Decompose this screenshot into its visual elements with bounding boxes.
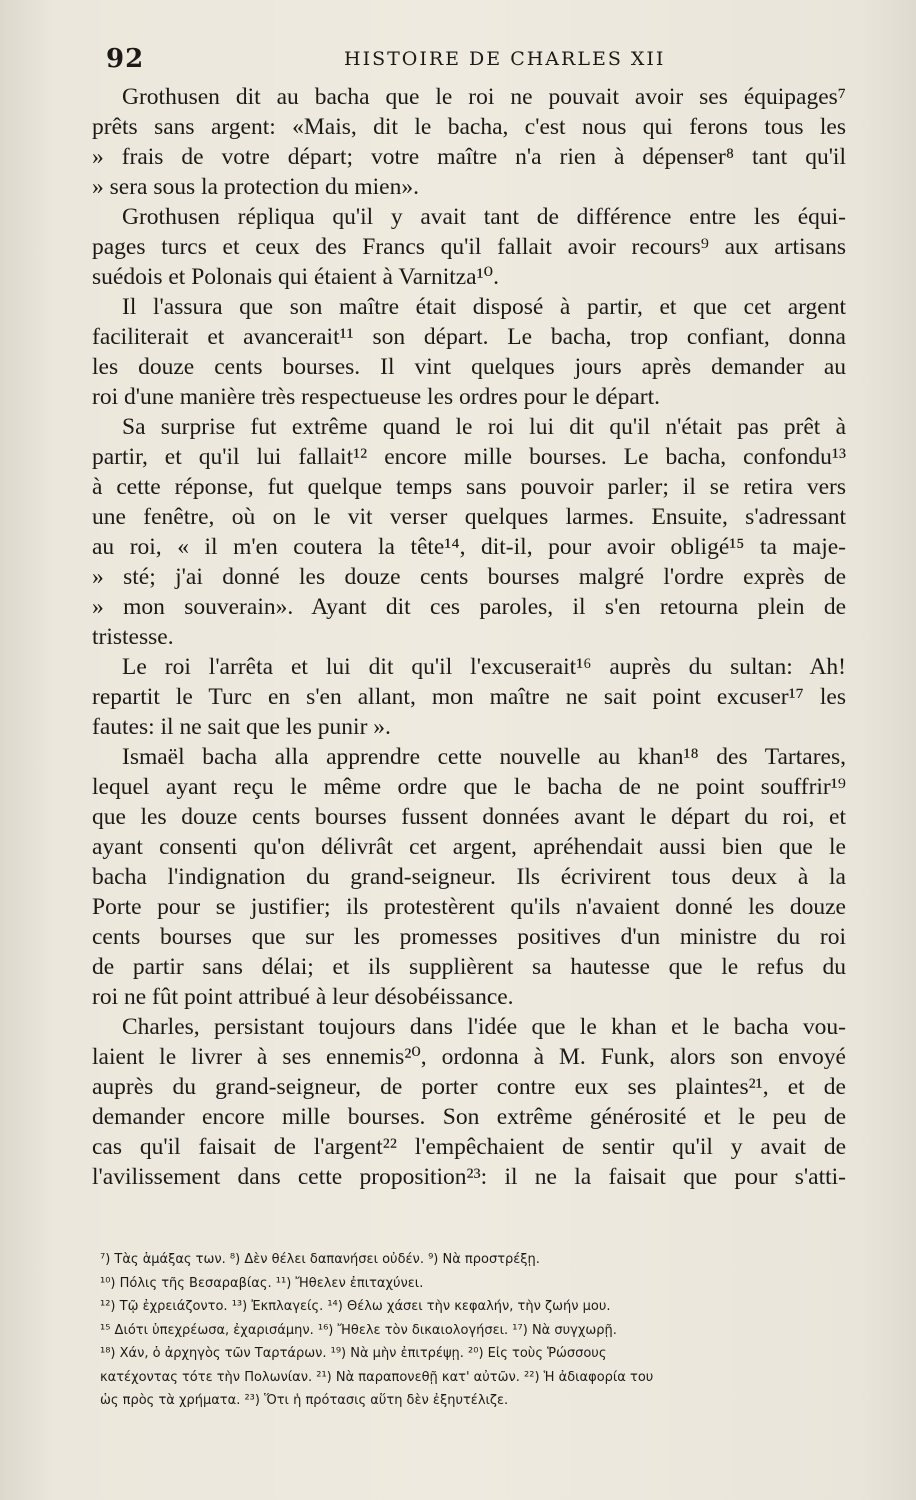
footnote-line: κατέχοντας τότε τὴν Πολωνίαν. ²¹) Νὰ παραπονεθῇ κατ' αὐτῶν. ²²) Ἡ ἀδιαφορία του <box>100 1369 654 1385</box>
text-line: » mon souverain». Ayant dit ces paroles, il s'en retourna plein de <box>92 594 846 620</box>
text-line: cas qu'il faisait de l'argent²² l'empêchaient de sentir qu'il y avait de <box>92 1134 846 1160</box>
text-line: pages turcs et ceux des Francs qu'il fallait avoir recours⁹ aux artisans <box>92 234 846 260</box>
text-line: Il l'assura que son maître était disposé à partir, et que cet argent <box>122 294 846 320</box>
text-line: que les douze cents bourses fussent données avant le départ du roi, et <box>92 804 846 830</box>
footnote-line: ¹⁸) Χάν, ὁ ἀρχηγὸς τῶν Ταρτάρων. ¹⁹) Νὰ μὴν ἐπιτρέψῃ. ²⁰) Εἰς τοὺς Ῥώσσους <box>100 1346 607 1361</box>
text-line: Porte pour se justifier; ils protestèrent qu'ils n'avaient donné les douze <box>92 894 846 920</box>
text-line: cents bourses que sur les promesses positives d'un ministre du roi <box>92 924 846 950</box>
text-line: roi d'une manière très respectueuse les ordres pour le départ. <box>92 384 661 410</box>
text-line: tristesse. <box>92 624 174 650</box>
text-line: repartit le Turc en s'en allant, mon maître ne sait point excuser¹⁷ les <box>92 684 846 710</box>
text-line: au roi, « il m'en coutera la tête¹⁴, dit-il, pour avoir obligé¹⁵ ta maje- <box>92 534 846 560</box>
text-line: auprès du grand-seigneur, de porter contre eux ses plaintes²¹, et de <box>92 1074 846 1100</box>
text-line: Sa surprise fut extrême quand le roi lui dit qu'il n'était pas prêt à <box>122 414 846 440</box>
text-line: suédois et Polonais qui étaient à Varnitza¹⁰. <box>92 264 499 290</box>
text-line: bacha l'indignation du grand-seigneur. Ils écrivirent tous deux à la <box>92 864 846 890</box>
text-line: fautes: il ne sait que les punir ». <box>92 714 391 740</box>
text-line: roi ne fût point attribué à leur désobéissance. <box>92 984 514 1010</box>
footnotes <box>100 1248 852 1413</box>
page-header <box>106 44 866 80</box>
text-line: de partir sans délai; et ils supplièrent sa hautesse que le refus du <box>92 954 846 980</box>
text-line: demander encore mille bourses. Son extrême générosité et le peu de <box>92 1104 846 1130</box>
text-line: Ismaël bacha alla apprendre cette nouvelle au khan¹⁸ des Tartares, <box>122 744 846 770</box>
text-line: une fenêtre, où on le vit verser quelques larmes. Ensuite, s'adressant <box>92 504 846 530</box>
text-line: l'avilissement dans cette proposition²³: il ne la faisait que pour s'atti- <box>92 1164 846 1190</box>
footnote-line: ¹⁵ Διότι ὑπεχρέωσα, ἐχαρισάμην. ¹⁶) Ἤθελε τὸν δικαιολογήσει. ¹⁷) Νὰ συγχωρῇ. <box>100 1322 617 1338</box>
text-line: à cette réponse, fut quelque temps sans pouvoir parler; il se retira vers <box>92 474 846 500</box>
page-number: 92 <box>106 44 145 74</box>
text-line: laient le livrer à ses ennemis²⁰, ordonna à M. Funk, alors son envoyé <box>92 1044 846 1070</box>
text-line: prêts sans argent: «Mais, dit le bacha, c'est nous qui ferons tous les <box>92 114 846 140</box>
footnote-line: ὡς πρὸς τὰ χρήματα. ²³) Ὅτι ἡ πρότασις αὕτη δὲν ἐξηυτέλιζε. <box>100 1393 509 1408</box>
text-line: faciliterait et avancerait¹¹ son départ. Le bacha, trop confiant, donna <box>92 324 846 350</box>
text-line: ayant consenti qu'on délivrât cet argent, apréhendait aussi bien que le <box>92 834 846 860</box>
running-title: HISTOIRE DE CHARLES XII <box>344 48 666 70</box>
text-line: » frais de votre départ; votre maître n'a rien à dépenser⁸ tant qu'il <box>92 144 846 170</box>
footnote-line: ⁷) Τὰς ἁμάξας των. ⁸) Δὲν θέλει δαπανήσει οὐδέν. ⁹) Νὰ προστρέξῃ. <box>100 1252 540 1267</box>
text-line: Grothusen répliqua qu'il y avait tant de différence entre les équi- <box>122 204 846 230</box>
main-text <box>92 82 846 1192</box>
text-line: Le roi l'arrêta et lui dit qu'il l'excuserait¹⁶ auprès du sultan: Ah! <box>122 654 846 680</box>
text-line: lequel ayant reçu le même ordre que le bacha de ne point souffrir¹⁹ <box>92 774 846 800</box>
footnote-line: ¹⁰) Πόλις τῆς Βεσαραβίας. ¹¹) Ἤθελεν ἐπιταχύνει. <box>100 1275 424 1291</box>
footnote-line: ¹²) Τῷ ἐχρειάζοντο. ¹³) Ἐκπλαγείς. ¹⁴) Θέλω χάσει τὴν κεφαλήν, τὴν ζωήν μου. <box>100 1299 611 1314</box>
text-line: » sté; j'ai donné les douze cents bourses malgré l'ordre exprès de <box>92 564 846 590</box>
text-line: Charles, persistant toujours dans l'idée que le khan et le bacha vou- <box>122 1014 846 1040</box>
text-line: Grothusen dit au bacha que le roi ne pouvait avoir ses équipages⁷ <box>122 84 846 110</box>
text-line: les douze cents bourses. Il vint quelques jours après demander au <box>92 354 846 380</box>
text-line: partir, et qu'il lui fallait¹² encore mille bourses. Le bacha, confondu¹³ <box>92 444 846 470</box>
text-line: » sera sous la protection du mien». <box>92 174 419 200</box>
